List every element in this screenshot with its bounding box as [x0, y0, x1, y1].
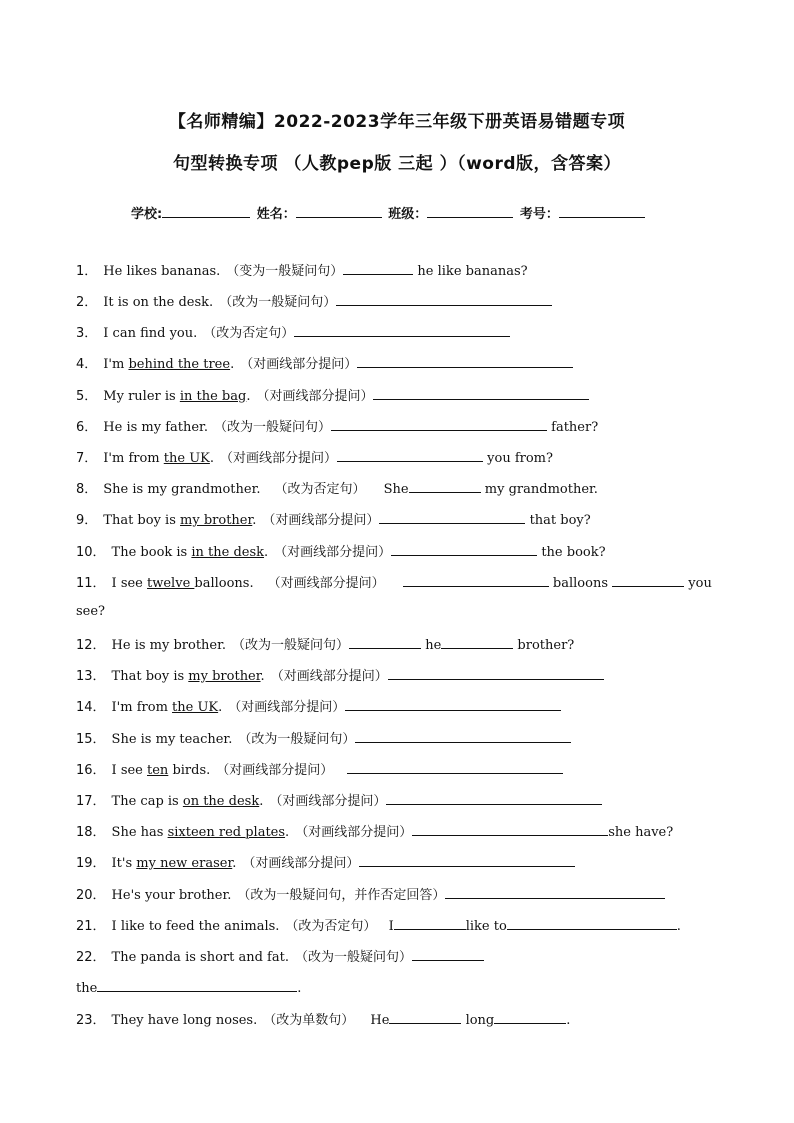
sentence-part: . [259, 794, 264, 809]
question-number: 16． [76, 763, 106, 778]
question-sentence: He's your brother. [111, 888, 232, 903]
answer-blank[interactable] [391, 542, 537, 556]
sentence-part: The book is [111, 545, 192, 560]
answer-blank[interactable] [386, 791, 602, 805]
answer-suffix: brother? [517, 638, 575, 653]
sentence-part: . [218, 700, 223, 715]
answer-blank[interactable] [337, 448, 483, 462]
answer-middle: long [465, 1013, 495, 1028]
question-9 [76, 510, 591, 529]
answer-blank[interactable] [345, 697, 561, 711]
question-number: 14． [76, 700, 106, 715]
question-instruction: （改为否定句） [285, 919, 377, 934]
answer-blank[interactable] [347, 760, 563, 774]
question-2 [76, 292, 552, 311]
sentence-part: I see [111, 576, 148, 591]
question-instruction: （对画线部分提问） [269, 794, 387, 809]
question-instruction: （改为一般疑问句） [232, 638, 350, 653]
question-11-continued [76, 604, 105, 620]
sentence-part: . [252, 513, 257, 528]
underlined-phrase: sixteen red plates [167, 825, 286, 840]
underlined-phrase: twelve [147, 576, 195, 591]
class-blank[interactable] [427, 204, 513, 218]
answer-suffix: she have? [608, 825, 674, 840]
sentence-part: The cap is [111, 794, 183, 809]
sentence-part: . [232, 856, 237, 871]
exam-number-blank[interactable] [559, 204, 645, 218]
question-instruction: （改为一般疑问句） [238, 732, 356, 747]
answer-prefix: She [383, 482, 409, 497]
school-label: 学校: [131, 207, 163, 222]
question-instruction: （改为否定句） [203, 326, 295, 341]
question-number: 11． [76, 576, 106, 591]
question-instruction: （对画线部分提问） [262, 513, 380, 528]
question-number: 20． [76, 888, 106, 903]
question-sentence: I like to feed the animals. [111, 919, 280, 934]
question-sentence: He is my father. [103, 420, 208, 435]
question-number: 9． [76, 513, 98, 528]
question-1 [76, 261, 528, 280]
underlined-phrase: my brother [188, 669, 261, 684]
sentence-part: I'm [103, 357, 129, 372]
question-instruction: （对画线部分提问） [256, 389, 374, 404]
exam-number-label: 考号： [519, 207, 559, 222]
question-instruction: （对画线部分提问） [240, 357, 358, 372]
question-22-continued [76, 978, 301, 997]
question-18 [76, 822, 673, 841]
answer-prefix: He [370, 1013, 390, 1028]
answer-blank[interactable] [612, 573, 684, 587]
question-21 [76, 916, 681, 935]
answer-blank[interactable] [373, 386, 589, 400]
question-number: 10． [76, 545, 106, 560]
answer-blank[interactable] [349, 635, 421, 649]
answer-blank[interactable] [409, 479, 481, 493]
answer-middle: like to [465, 919, 507, 934]
answer-blank[interactable] [355, 729, 571, 743]
answer-blank[interactable] [403, 573, 549, 587]
question-instruction: （改为一般疑问句，并作否定回答） [237, 888, 446, 903]
question-instruction: （对画线部分提问） [267, 576, 385, 591]
question-number: 17． [76, 794, 106, 809]
answer-end: . [676, 919, 681, 934]
sentence-part: . [264, 545, 269, 560]
answer-middle: he [425, 638, 442, 653]
question-sentence: I can find you. [103, 326, 198, 341]
question-23 [76, 1010, 570, 1029]
answer-blank[interactable] [357, 354, 573, 368]
answer-suffix: you [688, 576, 712, 591]
question-19 [76, 853, 575, 872]
student-info-line [131, 203, 647, 222]
sentence-part: . [230, 357, 235, 372]
question-10 [76, 542, 606, 561]
answer-end: . [297, 981, 302, 996]
sentence-part: I see [111, 763, 148, 778]
question-sentence: He is my brother. [111, 638, 227, 653]
sentence-part: She has [111, 825, 168, 840]
question-sentence: She is my teacher. [111, 732, 233, 747]
question-number: 4． [76, 357, 98, 372]
sentence-part: . [209, 451, 214, 466]
answer-blank[interactable] [388, 666, 604, 680]
question-instruction: （变为一般疑问句） [226, 264, 344, 279]
page-title: 【名师精编】2022-2023学年三年级下册英语易错题专项 [168, 112, 626, 132]
sentence-part: That boy is [103, 513, 181, 528]
question-15 [76, 729, 571, 748]
question-sentence: She is my grandmother. [103, 482, 261, 497]
question-instruction: （对画线部分提问） [216, 763, 334, 778]
answer-blank[interactable] [331, 417, 547, 431]
answer-blank[interactable] [379, 510, 525, 524]
answer-blank[interactable] [412, 947, 484, 961]
question-number: 3． [76, 326, 98, 341]
answer-blank[interactable] [359, 853, 575, 867]
name-blank[interactable] [296, 204, 382, 218]
answer-suffix: you from? [487, 451, 553, 466]
answer-blank[interactable] [343, 261, 413, 275]
question-20 [76, 885, 665, 904]
question-3 [76, 323, 510, 342]
page-subtitle: 句型转换专项 （人教pep版 三起 ）（word版，含答案） [172, 154, 622, 174]
answer-blank[interactable] [441, 635, 513, 649]
answer-blank[interactable] [412, 822, 608, 836]
question-sentence: It is on the desk. [103, 295, 214, 310]
question-instruction: （改为一般疑问句） [213, 420, 331, 435]
sentence-part: My ruler is [103, 389, 180, 404]
underlined-phrase: the UK [172, 700, 219, 715]
question-number: 19． [76, 856, 106, 871]
question-sentence: see? [76, 604, 106, 619]
sentence-part: . [246, 389, 251, 404]
answer-suffix: father? [551, 420, 599, 435]
question-6 [76, 417, 598, 436]
question-number: 5． [76, 389, 98, 404]
question-number: 13． [76, 669, 106, 684]
sentence-part: I'm from [103, 451, 164, 466]
sentence-part: . [260, 669, 265, 684]
question-12 [76, 635, 574, 654]
answer-blank[interactable] [97, 978, 297, 992]
school-blank[interactable] [162, 204, 250, 218]
answer-prefix: I [388, 919, 394, 934]
underlined-phrase: on the desk [182, 794, 260, 809]
question-number: 15． [76, 732, 106, 747]
question-instruction: （改为否定句） [274, 482, 366, 497]
sentence-part: balloons. [194, 576, 254, 591]
question-number: 7． [76, 451, 98, 466]
question-number: 2． [76, 295, 98, 310]
answer-blank[interactable] [507, 916, 677, 930]
question-14 [76, 697, 561, 716]
question-number: 22． [76, 950, 106, 965]
answer-blank[interactable] [336, 292, 552, 306]
question-11 [76, 573, 712, 592]
underlined-phrase: in the bag [179, 389, 247, 404]
question-17 [76, 791, 602, 810]
underlined-phrase: the UK [163, 451, 210, 466]
question-instruction: （对画线部分提问） [295, 825, 413, 840]
underlined-phrase: my new eraser [136, 856, 233, 871]
question-instruction: （对画线部分提问） [242, 856, 360, 871]
answer-suffix: the book? [541, 545, 606, 560]
underlined-phrase: ten [147, 763, 169, 778]
question-number: 8． [76, 482, 98, 497]
answer-blank[interactable] [294, 323, 510, 337]
question-number: 6． [76, 420, 98, 435]
question-instruction: （对画线部分提问） [274, 545, 392, 560]
question-sentence: They have long noses. [111, 1013, 258, 1028]
question-instruction: （改为一般疑问句） [219, 295, 337, 310]
answer-blank[interactable] [389, 1010, 461, 1024]
question-number: 18． [76, 825, 106, 840]
question-13 [76, 666, 604, 685]
answer-blank[interactable] [445, 885, 665, 899]
question-instruction: （改为单数句） [263, 1013, 355, 1028]
question-instruction: （对画线部分提问） [228, 700, 346, 715]
name-label: 姓名： [256, 207, 296, 222]
question-number: 1． [76, 264, 98, 279]
sentence-part: That boy is [111, 669, 189, 684]
question-instruction: （改为一般疑问句） [294, 950, 412, 965]
sentence-part: birds. [168, 763, 211, 778]
question-5 [76, 386, 589, 405]
question-7 [76, 448, 553, 467]
question-8 [76, 479, 598, 498]
underlined-phrase: in the desk [191, 545, 265, 560]
question-4 [76, 354, 573, 373]
answer-suffix: my grandmother. [484, 482, 598, 497]
underlined-phrase: behind the tree [128, 357, 231, 372]
question-number: 23． [76, 1013, 106, 1028]
class-label: 班级： [388, 207, 428, 222]
sentence-part: It's [111, 856, 137, 871]
answer-suffix: he like bananas? [417, 264, 528, 279]
question-number: 12． [76, 638, 106, 653]
answer-blank[interactable] [494, 1010, 566, 1024]
question-sentence: The panda is short and fat. [111, 950, 289, 965]
question-sentence: He likes bananas. [103, 264, 221, 279]
sentence-part: I'm from [111, 700, 173, 715]
answer-end: . [566, 1013, 571, 1028]
underlined-phrase: my brother [180, 513, 253, 528]
question-instruction: （对画线部分提问） [270, 669, 388, 684]
sentence-part: . [285, 825, 290, 840]
answer-blank[interactable] [394, 916, 466, 930]
question-number: 21． [76, 919, 106, 934]
answer-middle: balloons [552, 576, 608, 591]
answer-suffix: that boy? [529, 513, 591, 528]
answer-prefix: the [76, 981, 98, 996]
question-22 [76, 947, 484, 966]
question-16 [76, 760, 563, 779]
question-instruction: （对画线部分提问） [220, 451, 338, 466]
